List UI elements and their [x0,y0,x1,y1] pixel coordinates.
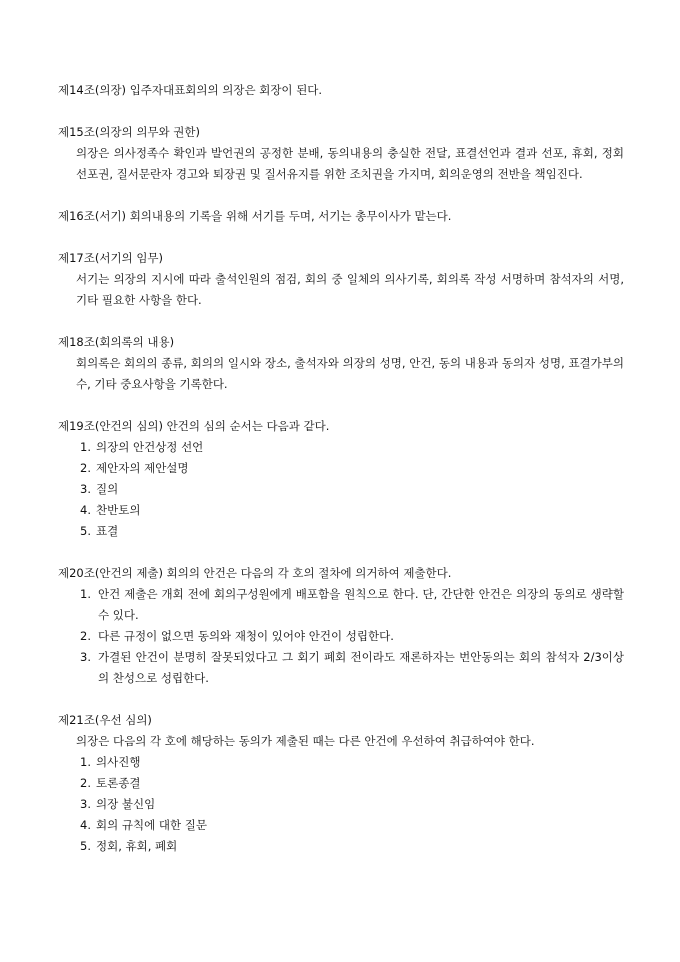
list-item [58,458,624,479]
list-item [58,479,624,500]
item-number: 3. [80,482,91,496]
item-number: 4. [80,503,91,517]
list-item [58,647,624,689]
article-heading: 제14조(의장) 입주자대표회의의 의장은 회장이 된다. [58,83,323,97]
item-text: 안건 제출은 개회 전에 회의구성원에게 배포함을 원칙으로 한다. 단, 간단한 안건은 의장의 동의로 생략할 수 있다. [98,587,624,622]
item-text: 정회, 휴회, 폐회 [96,839,178,853]
item-number: 2. [80,776,91,790]
article-heading: 제20조(안건의 제출) 회의의 안건은 다음의 각 호의 절차에 의거하여 제출한다. [58,566,452,580]
article-17 [58,248,624,311]
item-number: 2. [80,461,91,475]
article-heading: 제18조(회의록의 내용) [58,335,175,349]
list-item [58,794,624,815]
article-heading: 제16조(서기) 회의내용의 기록을 위해 서기를 두며, 서기는 총무이사가 맡는다. [58,209,452,223]
article-15 [58,122,624,185]
article-18 [58,332,624,395]
list-item [58,500,624,521]
list-item [58,437,624,458]
article-21 [58,710,624,857]
item-text: 가결된 안건이 분명히 잘못되었다고 그 회기 폐회 전이라도 재론하자는 번안동의는 회의 참석자 2/3이상의 찬성으로 성립한다. [98,650,624,685]
item-text: 의장의 안건상정 선언 [96,440,204,454]
item-number: 1. [80,755,91,769]
item-number: 5. [80,524,91,538]
article-item-list [58,584,624,689]
item-number: 1. [80,587,91,601]
item-text: 토론종결 [96,776,141,790]
item-number: 2. [80,629,91,643]
article-19 [58,416,624,542]
list-item [58,836,624,857]
article-heading: 제15조(의장의 의무와 권한) [58,125,201,139]
article-body: 의장은 의사정족수 확인과 발언권의 공정한 분배, 동의내용의 충실한 전달, 표결선언과 결과 선포, 휴회, 정회 선포권, 질서문란자 경고와 퇴장권 및 질서유지를 위한 조치권을 가지며, 회의운영의 전반을 책임진다. [76,146,624,181]
item-number: 1. [80,440,91,454]
list-item [58,815,624,836]
item-number: 3. [80,650,91,664]
list-item [58,626,624,647]
item-number: 3. [80,797,91,811]
document-page [58,80,624,878]
article-body: 서기는 의장의 지시에 따라 출석인원의 점검, 회의 중 일체의 의사기록, 회의록 작성 서명하며 참석자의 서명, 기타 필요한 사항을 한다. [76,272,624,307]
article-item-list [58,437,624,542]
item-text: 표결 [96,524,119,538]
list-item [58,584,624,626]
article-item-list [58,752,624,857]
item-text: 질의 [96,482,119,496]
item-text: 의사진행 [96,755,141,769]
article-14 [58,80,624,101]
item-number: 5. [80,839,91,853]
list-item [58,773,624,794]
article-heading: 제17조(서기의 임무) [58,251,164,265]
item-number: 4. [80,818,91,832]
item-text: 다른 규정이 없으면 동의와 재청이 있어야 안건이 성립한다. [98,629,394,643]
item-text: 의장 불신임 [96,797,156,811]
item-text: 회의 규칙에 대한 질문 [96,818,207,832]
article-heading: 제21조(우선 심의) [58,713,152,727]
article-16 [58,206,624,227]
list-item [58,521,624,542]
item-text: 찬반토의 [96,503,141,517]
article-20 [58,563,624,689]
article-body: 의장은 다음의 각 호에 해당하는 동의가 제출된 때는 다른 안건에 우선하여 취급하여야 한다. [76,734,535,748]
article-heading: 제19조(안건의 심의) 안건의 심의 순서는 다음과 같다. [58,419,330,433]
article-body: 회의록은 회의의 종류, 회의의 일시와 장소, 출석자와 의장의 성명, 안건, 동의 내용과 동의자 성명, 표결가부의 수, 기타 중요사항을 기록한다. [76,356,624,391]
item-text: 제안자의 제안설명 [96,461,189,475]
list-item [58,752,624,773]
